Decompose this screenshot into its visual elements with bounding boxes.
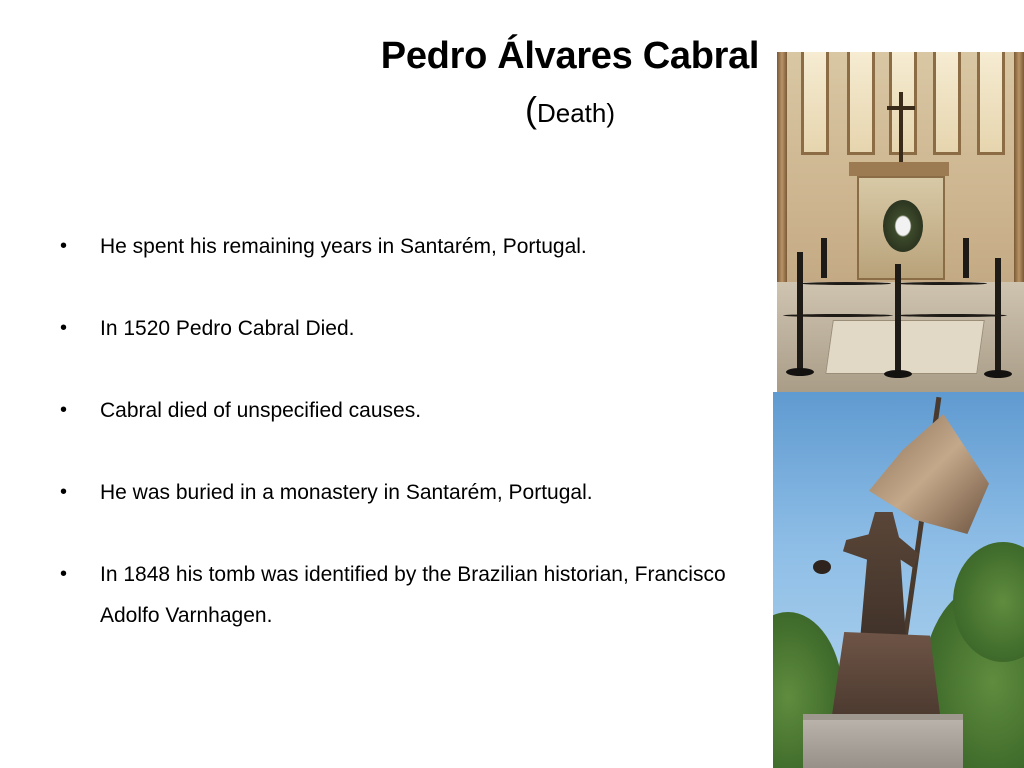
barrier-post [895, 264, 901, 374]
chapel-window [847, 52, 875, 155]
bullet-item [60, 308, 770, 349]
barrier-post-base [786, 368, 814, 376]
bullet-marker: • [60, 399, 68, 421]
altar-top [849, 162, 949, 176]
barrier-rope [801, 282, 891, 285]
chapel-window [889, 52, 917, 155]
bullet-marker: • [60, 317, 68, 339]
bullet-item [60, 472, 770, 513]
statue-photo [773, 392, 1024, 768]
chapel-window [977, 52, 1005, 155]
bullet-marker: • [60, 235, 68, 257]
tomb-slab [825, 320, 985, 374]
bullet-text: He was buried in a monastery in Santarém, Portugal. [100, 481, 593, 504]
chapel-window [933, 52, 961, 155]
barrier-post-base [984, 370, 1012, 378]
bullet-text: In 1520 Pedro Cabral Died. [100, 317, 355, 340]
chapel-pillar [1014, 52, 1024, 312]
bullet-text: He spent his remaining years in Santarém, Portugal. [100, 235, 587, 258]
barrier-post [995, 258, 1001, 374]
barrier-rope [897, 282, 987, 285]
tomb-photo [777, 52, 1024, 392]
bullet-item [60, 554, 770, 636]
bullet-text: In 1848 his tomb was identified by the Brazilian historian, Francisco Adolfo Varnhagen. [100, 563, 726, 627]
bullet-item [60, 390, 770, 431]
barrier-post [797, 252, 803, 372]
barrier-post-base [884, 370, 912, 378]
statue-pedestal [803, 714, 963, 768]
wreath [883, 200, 923, 252]
bullet-marker: • [60, 481, 68, 503]
bullet-text: Cabral died of unspecified causes. [100, 399, 422, 422]
barrier-rope [897, 314, 1007, 317]
bullet-item [60, 226, 770, 267]
cross-icon [899, 92, 903, 162]
cross-icon-bar [887, 106, 915, 110]
chapel-window [801, 52, 829, 155]
slide-subtitle [300, 88, 840, 135]
barrier-post [821, 238, 827, 278]
statue-rock-base [831, 632, 941, 722]
bullet-list [60, 226, 770, 677]
statue-hat [813, 560, 831, 574]
bullet-marker: • [60, 563, 68, 585]
subtitle-open-paren: ( [524, 89, 537, 130]
chapel-pillar [777, 52, 787, 312]
subtitle-text: Death) [536, 98, 616, 128]
barrier-post [963, 238, 969, 278]
slide-title: Pedro Álvares Cabral [380, 35, 760, 77]
